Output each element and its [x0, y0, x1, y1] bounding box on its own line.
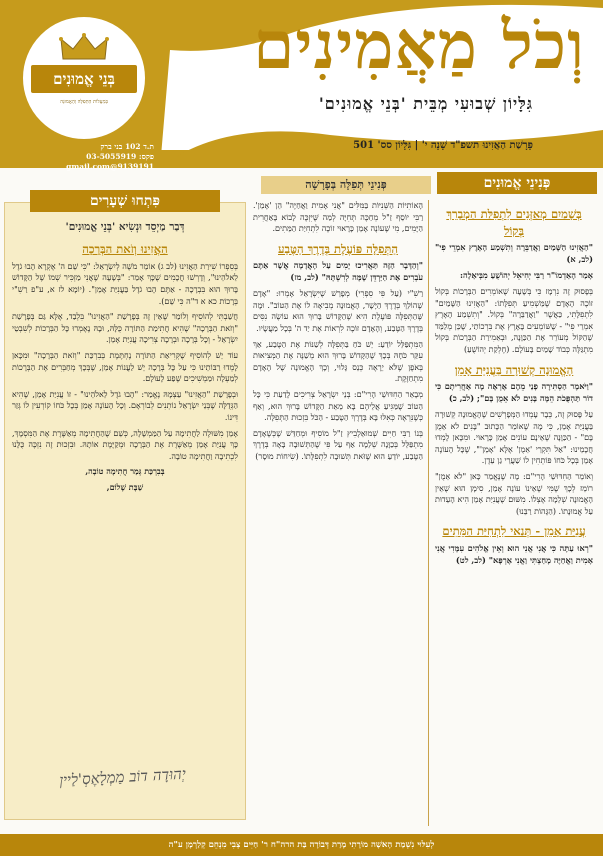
article-attribution: אָמַר הָאַדְמוֹ"ר רַבִּי יְחִיאֵל יְהוֹשֻׁעַ מִבְּיאַלֶה: [459, 270, 593, 281]
article-heading: הַתְּפִלָּה פּוֹעֶלֶת בְּדֶרֶךְ הַטֶּבַע [278, 241, 398, 256]
masthead-subtitle: גִּלָּיוֹן שְׁבוּעִי מְבֵּית 'בְּנֵי אֱמוּנִים' [318, 94, 533, 113]
article-text: הָאוֹתִיּוֹת הַשְּׁנִיּוֹת בַּמִּלִּים "אֲנִי אָמִית וַאֲחַיֶּה" הֵן 'אָמֵן'. רַבִּי יוֹסֵף זַ"ל מְחַכֶּה תְּחִיָּה לְמַה שֶּׁיִּזְכֶּה לָבוֹא בָּאַחֲרִית הַיָּמִים, מִי שֶׁעוֹנֶה אָמֵן כָּרָאוּי זוֹכֶה לִתְחִיַּת הַמֵּתִים. [253, 201, 423, 234]
article-text: בְּפָסוּק זֶה נִרְמָז כִּי בְּשָׁעָה שֶׁאוֹמְרִים הַבְּרָכוֹת בְּקוֹל זוֹכֶה הָאָדָם שֶׁמֵּשְׁמִיעַ תְּפִלָּתוֹ: "הַאֲזִינוּ הַשָּׁמַיִם" לִתְפִלָּתִי, כַּאֲשֶׁר "וַאֲדַבֵּרָה" בְּקוֹל. "וְתִשְׁמַע הָאָרֶץ אִמְרֵי פִי" - שֶׁשּׁוֹמְעִים בָּאָרֶץ אֶת בִּרְכוֹתַי, שֶׁכֵּן מְלַמֵּד שֶׁהַקּוֹל מְעוֹרֵר אֶת הַכַּוָּנָה, וּבְאֵמִירַת הַבְּרָכוֹת בְּקוֹל מִתְגַּלֶּה כְּבוֹד שָׁמַיִם בָּעוֹלָם. (חֶלְקַת יְהוֹשֻׁעַ) [435, 287, 593, 354]
contact-email[interactable]: 9139191@gmail.com [66, 162, 154, 172]
article-text: אָמֵן מִשּׁוּלֶה לַחֲתִימָה עַל הַמַּמְשָׁלָה, כְּשֵׁם שֶׁהַחֲתִימָה מְאַשֶּׁרֶת אֶת הַמִּסְמָךְ, כָּךְ עֲנִיַּת אָמֵן מְאַשֶּׁרֶת אֶת הַבְּרָכָה וּמְקַיֶּמֶת אוֹתָהּ. וּבִזְכוּת זֶה נִזְכֶּה כֻּלָּנוּ לִכְתִיבָה וַחֲתִימָה טוֹבָה. [12, 428, 238, 461]
article-text: חֲשַׁבְתִּי לְהוֹסִיף וְלוֹמַר שֶׁאֵין זֶה בְּפָרָשַׁת "הַאֲזִינוּ" בִּלְבַד, אֶלָּא גַּם בְּפָרָשַׁת "וְזֹאת הַבְּרָכָה" שֶׁהִיא חֲתִימַת הַתּוֹרָה כֻּלָּהּ, וּבָהּ נֶאֶמְרוּ כָּל הַבְּרָכוֹת לְשִׁבְטֵי יִשְׂרָאֵל - וְכָל בְּרָכָה וּבְרָכָה צְרִיכָה עֲנִיַּת אָמֵן. [12, 312, 238, 345]
column-right [435, 200, 593, 830]
dedication-bar: לְעִלּוּי נִשְׁמַת הָאשָׁה מוֹרָתִי מָרַת דְּבוֹרָה בַּת הרה"ח ר' חַיִּים צְבִי מִנְחֵם קְלַרְמָן ע"ה [0, 834, 603, 856]
verse-quote: "רְאוּ עַתָּה כִּי אֲנִי אֲנִי הוּא וְאֵין אֱלֹהִים עִמָּדִי אֲנִי אָמִית וַאֲחַיֶּה מָחַצְתִּי וַאֲנִי אֶרְפָּא" (לב, לט) [435, 543, 593, 565]
verse-quote: "וַיֹּאמֶר הַסְתִּירָה פָנַי מֵהֶם אֶרְאֶה מָה אַחֲרִיתָם כִּי דוֹר תַּהְפֻּכֹת הֵמָּה בָּנִים לֹא אֵמֻן בָּם"; (לב, כ) [435, 381, 593, 404]
section-bar-pnei-emunim: פְּנִינֵי אֱמוּנִים [437, 172, 597, 194]
issue-info: פָּרָשַׁת הַאֲזִינוּ תשפ"ד שָׁנָה י' | גִּלָּיוֹן סס' 501 [353, 140, 533, 151]
masthead [0, 0, 603, 172]
article-text: בְּנוֹ רַבִּי חַיִּים שְׁמוּאֵלֶבִיץ זַ"ל מוֹסִיף וּמְחַדֵּשׁ שֶׁכְּשֶׁאָדָם מִתְפַּלֵּל בְּכַוָּנָה שְׁלֵמָה אַף עַל פִּי שֶׁהַתְּשׁוּבָה בָּאָה בְּדֶרֶךְ הַטֶּבַע, יוֹדֵעַ הוּא שֶׁזֹּאת תְּשׁוּבָה לִתְפִלָּתוֹ. (שִׂיחוֹת מוּסָר) [253, 428, 423, 461]
article-text: וּבְפָרָשַׁת "הַאֲזִינוּ" עַצְמָהּ נֶאֱמַר: "הָבוּ גֹדֶל לֵאלֹהֵינוּ" - זוֹ עֲנִיַּת אָמֵן, שֶׁהִיא הַגְּדֻלָּה שֶׁבְּנֵי יִשְׂרָאֵל נוֹתְנִים לְבוֹרְאָם. וְכָל הָעוֹנֶה אָמֵן בְּכָל כֹּחוֹ קוֹרְעִין לוֹ גְּזַר דִּינוֹ. [12, 389, 238, 423]
closing-shabbat: שַׁבָּת שָׁלוֹם, [106, 481, 144, 492]
logo-name: בְּנֵי אֱמוּנִים [31, 65, 137, 93]
logo-badge [20, 14, 148, 142]
section-bar-pitchu-shearim: פִּתְחוּ שְׁעָרִים [30, 190, 220, 212]
crown-icon [59, 33, 109, 63]
contact-info [22, 142, 154, 172]
article-text: הַמִּתְפַּלֵּל יוֹדֵעַ: יֵשׁ כֹּחַ בַּתְּפִלָּה לְשַׁנּוֹת אֶת הַטֶּבַע, אַךְ עִקַּר כֹּחָהּ בְּכָךְ שֶׁהַקָּדוֹשׁ בָּרוּךְ הוּא מְשַׁנֶּה אֶת הַמְּצִיאוּת בְּאֹפֶן שֶׁלֹּא יֵרָאֶה כְּנֵס גָּלוּי, וְכָךְ הָאֱמוּנָה שֶׁל הָאָדָם מִתְחַזֶּקֶת. [253, 339, 423, 384]
closing-blessing: בְּבִרְכַּת גְּמַר חֲתִימָה טוֹבָה, [85, 466, 165, 477]
signature: יְהוּדָה דוֹב מַמְלָאֶסְ'לַיין [58, 764, 187, 790]
contact-phone: פקס: 03-5055919 [86, 152, 154, 162]
article-heading: הַאֲזִינוּ וְזֹאת הַבְּרָכָה [82, 242, 168, 257]
column-divider [428, 200, 429, 826]
section-bar-pnini-tefila: פְּנִינֵי תְּפִלָּה בְּפָרָשָׁה [261, 176, 431, 194]
contact-address: ת.ד 102 בני ברק [100, 142, 154, 151]
column-sidebar [12, 216, 238, 816]
article-text: מְבָאֵר הַחִדּוּשֵׁי הָרִי"ם: בְּנֵי יִשְׂרָאֵל צְרִיכִים לָדַעַת כִּי כָּל הַטּוֹב שֶׁמַּגִּיעַ אֲלֵיהֶם בָּא מֵאֵת הַקָּדוֹשׁ בָּרוּךְ הוּא, וְאַף כְּשֶׁנִּרְאֶה כְּאִלּוּ בָּא בְּדֶרֶךְ הַטֶּבַע - הַכֹּל בִּזְכוּת הַתְּפִלָּה. [253, 389, 423, 423]
verse-quote: "הַאֲזִינוּ הַשָּׁמַיִם וַאֲדַבֵּרָה וְתִשְׁמַע הָאָרֶץ אִמְרֵי פִי" (לב, א) [435, 242, 593, 265]
article-text: עוֹד יֵשׁ לְהוֹסִיף שֶׁקְּרִיאַת הַתּוֹרָה נֶחְתֶּמֶת בְּבִרְכַּת "וְזֹאת הַבְּרָכָה" וּמִכָּאן לָמְדוּ רַבּוֹתֵינוּ כִּי עַל כָּל בְּרָכָה יֵשׁ לַעֲנוֹת אָמֵן, שֶׁבְּכָךְ מְחַבְּרִים אֶת הַבְּרָכוֹת לְמַעְלָה וּמַמְשִׁיכִים שֶׁפַע לָעוֹלָם. [12, 351, 238, 384]
column-middle [253, 200, 423, 830]
article-text: רַשִׁ"י (עַל פִּי סִפְרִי) מְפָרֵשׁ שֶׁיִּשְׂרָאֵל אָמְרוּ: "אָדָם שֶׁהוֹלֵךְ בְּדֶרֶךְ הַיָּשָׁר, הָאֱמוּנָה מְבִיאָה לוֹ אֶת הַטּוֹב". וּמָה שֶּׁהַתְּפִלָּה פּוֹעֶלֶת הִיא שֶׁהַקָּדוֹשׁ בָּרוּךְ הוּא עוֹשֶׂה נִסִּים בְּדֶרֶךְ הַטֶּבַע, וְהָאָדָם זוֹכֶה לִרְאוֹת אֶת יַד ה' בְּכָל מַעֲשָׂיו. [253, 289, 423, 334]
article-text: בְּסִפְרוֹ שִׁירַת הַאֲזִינוּ (לב ג) אוֹמֵר מֹשֶׁה לְיִשְׂרָאֵל: "כִּי שֵׁם ה' אֶקְרָא הָבוּ גֹדֶל לֵאלֹהֵינוּ", וְדָרְשׁוּ חֲכָמִים שֶׁכָּךְ אָמַר: "בְּשָׁעָה שֶׁאֲנִי מַזְכִּיר שְׁמוֹ שֶׁל הַקָּדוֹשׁ בָּרוּךְ הוּא בִּבְרָכָה - אַתֶּם הָבוּ גֹדֶל בַּעֲנִיַּת אָמֵן". (יוֹמָא לז א, ע"פ רַשִׁ"י בְּרָכוֹת כא א ד"ה כִּי שֵׁם). [12, 261, 238, 306]
verse-quote: "וְהַדָּבָר הַזֶּה תַּאֲרִיכוּ יָמִים עַל הָאֲדָמָה אֲשֶׁר אַתֶּם עֹבְרִים אֶת הַיַּרְדֵּן שָׁמָּה לְרִשְׁתָּהּ" (לב, מז) [253, 260, 423, 283]
masthead-title: וְכֹל מַאֲמִינִים [253, 6, 585, 84]
article-text: וְאוֹמֵר הַחִדּוּשֵׁי הָרִי"ם: מָה שֶׁנֶּאֱמַר כָּאן "לֹא אֵמֻן" רוֹמֵז לְכָךְ שֶׁמִּי שֶׁאֵינוֹ עוֹנֶה אָמֵן, סִימָן הוּא שֶׁאֵין הָאֱמוּנָה שְׁלֵמָה אֶצְלוֹ. מִשּׁוּם שֶׁעֲנִיַּת אָמֵן הִיא הָעֵדוּת עַל אֱמוּנָתוֹ. (הַגָּהוֹת רַבֵּנוּ) [435, 472, 593, 516]
article-heading: עֲנִיַּת אָמֵן - תְּנַאי לִתְחִיַּת הַמֵּתִים [442, 524, 586, 539]
sidebar-subheading: דְּבַר מַיְסֵד וּנְשִׂיא 'בְּנֵי אֱמוּנִים' [65, 221, 185, 233]
logo-tagline: בְּמַעֲלוֹת הַתְּפִלָּה וְהָאֱמוּנָה [60, 99, 108, 105]
article-heading: בְּשָׁמַיִם מְאַזְּנִים לִתְפִלַּת הַמְבָרֵךְ בְּקוֹל [446, 207, 582, 238]
article-heading: הָאֱמוּנָה קְשׁוּרָה בַּעֲנִיַּת אָמֵן [454, 362, 574, 377]
article-text: עַל פָּסוּק זֶה, כְּבָר עָמְדוּ הַמְּפָרְשִׁים שֶׁהָאֱמוּנָה קְשׁוּרָה בַּעֲנִיַּת אָמֵן, כִּי מָה שֶׁאוֹמֵר הַכָּתוּב "בָּנִים לֹא אֵמֻן בָּם" - הַכַּוָּנָה שֶׁאֵינָם עוֹנִים אָמֵן כָּרָאוּי. וּמִכָּאן לָמְדוּ חֲכָמֵינוּ: "אַל תִּקְרֵי 'אֵמֻן' אֶלָּא 'אָמֵן'", שֶׁכָּל הָעוֹנֶה אָמֵן בְּכָל כֹּחוֹ פּוֹתְחִין לוֹ שַׁעֲרֵי גַן עֵדֶן. [435, 410, 593, 466]
